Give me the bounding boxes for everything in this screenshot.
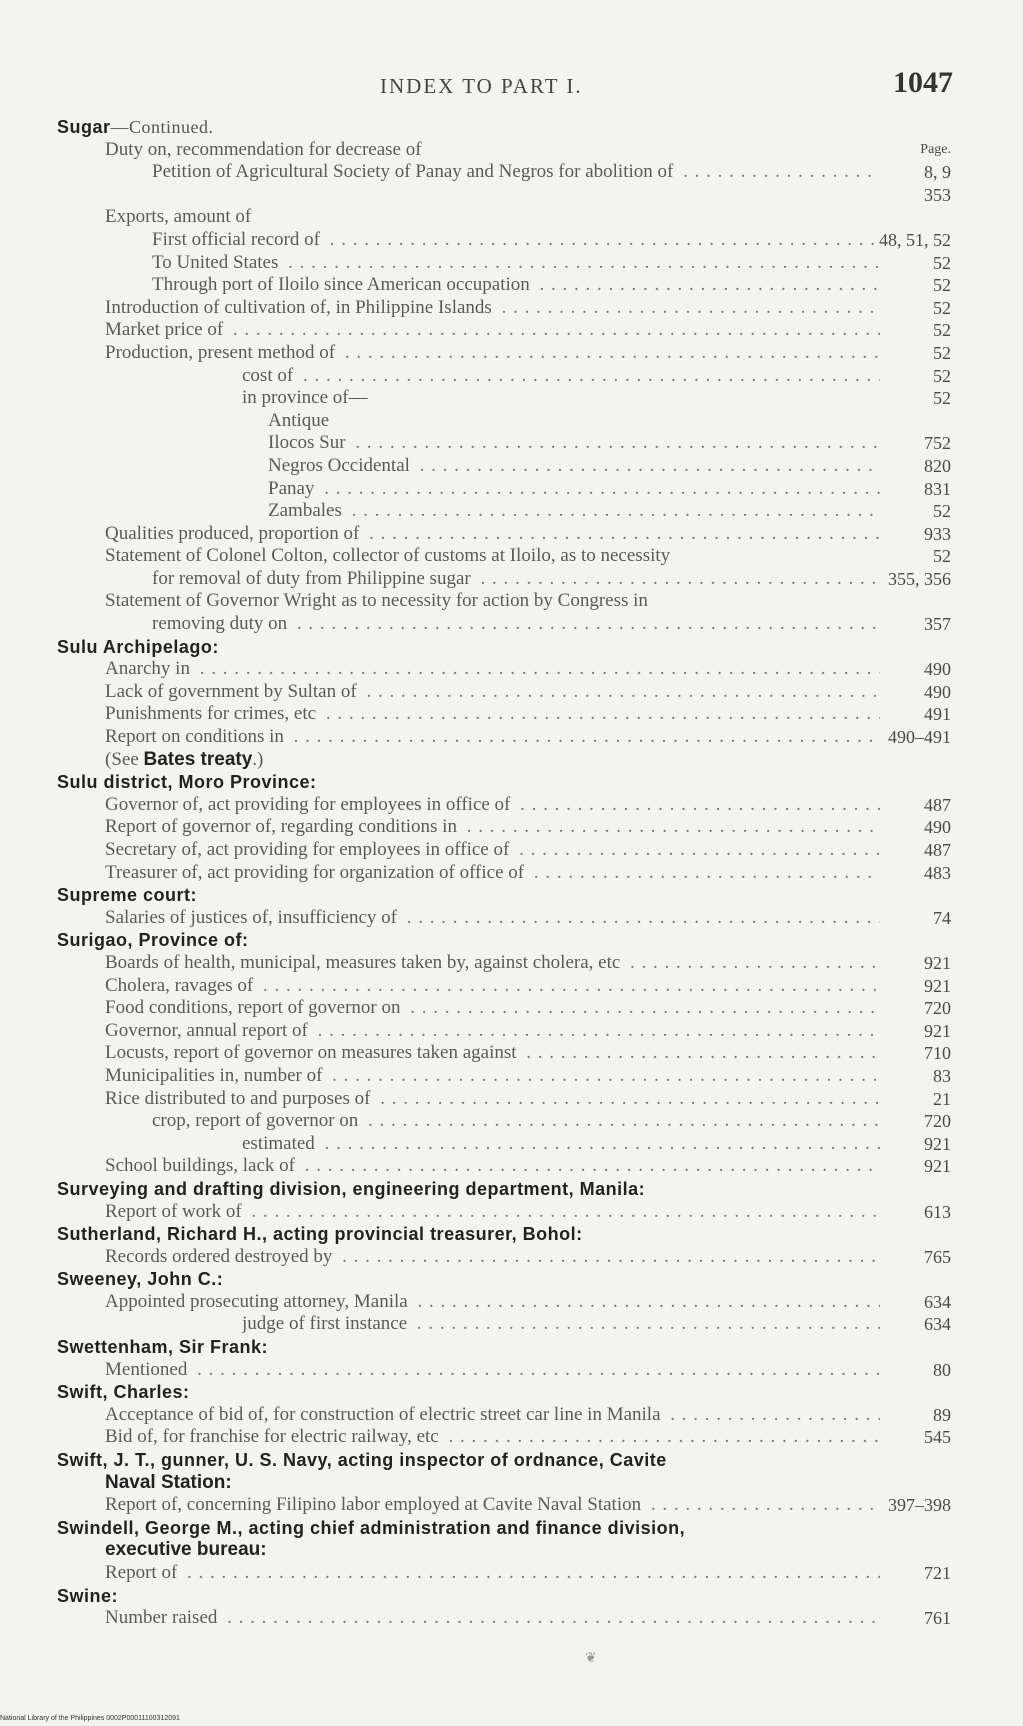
- index-heading: [0, 1585, 1023, 1608]
- index-entry: [0, 297, 1023, 320]
- index-entry: [0, 545, 1023, 568]
- index-entry: [0, 1133, 1023, 1156]
- index-entry: [0, 139, 1023, 162]
- entry-label: Governor, annual report of: [105, 1020, 312, 1041]
- page-reference: 353: [924, 184, 951, 205]
- entry-text: [152, 274, 880, 297]
- entry-text: [268, 478, 880, 501]
- entry-label: Rice distributed to and purposes of: [105, 1088, 374, 1109]
- entry-label: Boards of health, municipal, measures taken by, against cholera, etc: [105, 952, 624, 973]
- entry-label: crop, report of governor on: [152, 1110, 362, 1131]
- page-reference: 80: [933, 1359, 951, 1380]
- index-entry: [0, 206, 1023, 229]
- page-reference: 820: [924, 455, 951, 476]
- entry-label: Through port of Iloilo since American occupation: [152, 274, 534, 295]
- page-reference: 721: [924, 1563, 951, 1583]
- page-reference: 921: [924, 1156, 951, 1177]
- entry-text: [105, 1291, 880, 1314]
- entry-label: Salaries of justices of, insufficiency of: [105, 907, 401, 928]
- entry-label: Bid of, for franchise for electric railway, etc: [105, 1426, 443, 1447]
- index-heading: [0, 1178, 1023, 1201]
- entry-label: Governor of, act providing for employees in office of: [105, 794, 514, 815]
- entry-text: [105, 794, 880, 817]
- entry-text: [152, 568, 880, 591]
- entry-label: Panay: [268, 478, 318, 499]
- entry-text: [105, 523, 880, 546]
- index-entry: [0, 1155, 1023, 1178]
- running-title: INDEX TO PART I.: [380, 74, 583, 98]
- entry-text: [152, 252, 880, 275]
- index-heading: [0, 884, 1023, 907]
- index-list: [0, 116, 1023, 1630]
- index-entry: [0, 1110, 1023, 1133]
- entry-text: [57, 1585, 880, 1608]
- page-reference: 357: [924, 614, 951, 635]
- index-entry: [0, 1494, 1023, 1517]
- entry-label: removing duty on: [152, 613, 291, 634]
- entry-text: [57, 1517, 880, 1540]
- index-entry: [0, 184, 1023, 207]
- entry-text: [268, 432, 880, 455]
- page-reference: 52: [933, 252, 951, 273]
- entry-text: [57, 1381, 880, 1404]
- entry-label: Sugar—Continued.: [57, 117, 218, 137]
- page-reference: 52: [933, 501, 951, 522]
- entry-text: [105, 1562, 880, 1585]
- entry-label: Ilocos Sur: [268, 432, 350, 453]
- entry-text: [57, 929, 880, 952]
- index-entry: [0, 794, 1023, 817]
- entry-text: [105, 862, 880, 885]
- index-entry: [0, 1042, 1023, 1065]
- page-reference: 761: [924, 1608, 951, 1629]
- page-reference: 545: [924, 1427, 951, 1448]
- index-entry: [0, 342, 1023, 365]
- entry-label: [152, 184, 156, 205]
- entry-label: Lack of government by Sultan of: [105, 681, 361, 702]
- entry-text: [57, 884, 880, 907]
- index-entry: [0, 816, 1023, 839]
- entry-text: [105, 726, 880, 749]
- entry-text: [105, 297, 880, 320]
- entry-text: [105, 1155, 880, 1178]
- entry-text: [105, 1472, 880, 1495]
- entry-label: Qualities produced, proportion of: [105, 523, 363, 544]
- entry-text: [57, 636, 880, 659]
- index-entry: [0, 726, 1023, 749]
- page-reference: 634: [924, 1291, 951, 1312]
- index-entry: [0, 252, 1023, 275]
- entry-label: executive bureau:: [105, 1539, 271, 1560]
- page-reference: 921: [924, 975, 951, 996]
- entry-text: [105, 1088, 880, 1111]
- page-reference: 21: [933, 1088, 951, 1109]
- entry-text: [268, 410, 880, 433]
- index-heading: [0, 929, 1023, 952]
- index-entry: [0, 997, 1023, 1020]
- entry-label: Introduction of cultivation of, in Philippine Islands: [105, 297, 496, 318]
- entry-text: [105, 545, 880, 568]
- entry-text: [105, 816, 880, 839]
- entry-text: [105, 1494, 880, 1517]
- entry-text: [105, 997, 880, 1020]
- entry-text: [242, 1313, 880, 1336]
- entry-text: [152, 1110, 880, 1133]
- index-entry: [0, 500, 1023, 523]
- index-heading: [0, 116, 1023, 139]
- entry-text: [105, 1607, 880, 1630]
- index-heading: [0, 1381, 1023, 1404]
- entry-label: Naval Station:: [105, 1472, 236, 1493]
- entry-text: [268, 455, 880, 478]
- entry-label: Secretary of, act providing for employees in office of: [105, 839, 513, 860]
- entry-text: [105, 206, 880, 229]
- entry-text: [152, 161, 880, 184]
- entry-label: Punishments for crimes, etc: [105, 703, 320, 724]
- entry-text: [105, 1201, 880, 1224]
- entry-label: Anarchy in: [105, 658, 194, 679]
- entry-label: Report of, concerning Filipino labor employed at Cavite Naval Station: [105, 1494, 645, 1515]
- entry-label: judge of first instance: [242, 1313, 411, 1334]
- index-entry: [0, 907, 1023, 930]
- index-entry: [0, 387, 1023, 410]
- entry-text: [268, 500, 880, 523]
- entry-label: cost of: [242, 365, 297, 386]
- entry-label: Swine:: [57, 1586, 122, 1606]
- index-entry: [0, 1291, 1023, 1314]
- index-entry: [0, 1426, 1023, 1449]
- page-reference: 921: [924, 1020, 951, 1041]
- entry-text: [152, 229, 880, 252]
- page-reference: 74: [933, 907, 951, 928]
- page-reference: 487: [924, 840, 951, 860]
- index-entry: [0, 432, 1023, 455]
- page-reference: 765: [924, 1246, 951, 1267]
- page-reference: 921: [924, 952, 951, 973]
- entry-text: [105, 1539, 880, 1562]
- index-entry: [0, 862, 1023, 885]
- entry-label: Sutherland, Richard H., acting provincial treasurer, Bohol:: [57, 1224, 587, 1244]
- page-reference: 48, 51, 52: [879, 229, 951, 250]
- index-entry: [0, 1539, 1023, 1562]
- index-entry: [0, 1065, 1023, 1088]
- page-reference: 487: [924, 794, 951, 815]
- page-number: 1047: [893, 66, 953, 99]
- index-entry: [0, 839, 1023, 862]
- page-reference: 52: [933, 320, 951, 341]
- index-entry: [0, 1088, 1023, 1111]
- entry-text: [105, 975, 880, 998]
- signature-mark: ❦: [585, 1651, 597, 1666]
- entry-text: [105, 590, 880, 613]
- page-reference: 52: [933, 275, 951, 296]
- index-heading: [0, 771, 1023, 794]
- index-entry: [0, 613, 1023, 636]
- page-reference: 710: [924, 1043, 951, 1064]
- index-heading: [0, 1268, 1023, 1291]
- page-reference: 52: [933, 342, 951, 363]
- entry-label: Statement of Colonel Colton, collector of customs at Iloilo, as to necessity: [105, 545, 674, 566]
- entry-label: To United States: [152, 252, 282, 273]
- page-reference: 634: [924, 1314, 951, 1335]
- entry-text: [57, 771, 880, 794]
- entry-label: Production, present method of: [105, 342, 339, 363]
- entry-label: Swift, Charles:: [57, 1382, 194, 1402]
- entry-label: Report on conditions in: [105, 726, 288, 747]
- page-reference: 720: [924, 1111, 951, 1132]
- entry-label: Exports, amount of: [105, 206, 255, 227]
- scan-footer: National Library of the Philippines 0002P00011100312091: [0, 1715, 180, 1722]
- index-entry: [0, 1201, 1023, 1224]
- index-entry: [0, 1020, 1023, 1043]
- index-entry: [0, 229, 1023, 252]
- index-entry: [0, 1472, 1023, 1495]
- index-heading: [0, 1223, 1023, 1246]
- page-reference: 831: [924, 478, 951, 499]
- page-reference: 8, 9: [924, 162, 951, 183]
- page-reference: 355, 356: [888, 568, 951, 589]
- entry-label: Petition of Agricultural Society of Panay and Negros for abolition of: [152, 161, 677, 182]
- index-entry: [0, 1246, 1023, 1269]
- index-entry: [0, 161, 1023, 184]
- entry-label: Report of work of: [105, 1201, 246, 1222]
- page-reference: 491: [924, 704, 951, 725]
- entry-text: [57, 1178, 880, 1201]
- entry-text: [105, 319, 880, 342]
- entry-text: [105, 681, 880, 704]
- entry-text: [105, 1042, 880, 1065]
- index-entry: [0, 1359, 1023, 1382]
- entry-text: [242, 387, 880, 410]
- page-reference: 490: [924, 659, 951, 680]
- index-entry: [0, 1562, 1023, 1585]
- page-reference: 89: [933, 1404, 951, 1425]
- entry-label: Acceptance of bid of, for construction of electric street car line in Manila: [105, 1404, 665, 1425]
- index-heading: [0, 1336, 1023, 1359]
- entry-text: [57, 1223, 880, 1246]
- entry-text: [105, 839, 880, 862]
- page-reference: 752: [924, 433, 951, 454]
- entry-label: Swettenham, Sir Frank:: [57, 1337, 272, 1357]
- page-reference: 52: [933, 546, 951, 567]
- entry-text: [105, 749, 880, 772]
- page-reference: 490–491: [888, 727, 951, 748]
- entry-label: Report of governor of, regarding conditions in: [105, 816, 461, 837]
- entry-text: [152, 613, 880, 636]
- index-entry: [0, 410, 1023, 433]
- entry-label: Mentioned: [105, 1359, 191, 1380]
- index-entry: [0, 478, 1023, 501]
- index-heading: [0, 1449, 1023, 1472]
- page-reference: 921: [924, 1133, 951, 1154]
- entry-label: School buildings, lack of: [105, 1155, 299, 1176]
- entry-text: [105, 1426, 880, 1449]
- entry-text: [152, 184, 880, 207]
- page-reference: 52: [933, 365, 951, 386]
- entry-text: [105, 1359, 880, 1382]
- index-entry: [0, 365, 1023, 388]
- index-entry: [0, 658, 1023, 681]
- entry-label: for removal of duty from Philippine sugar: [152, 568, 475, 589]
- entry-text: [105, 907, 880, 930]
- entry-text: [105, 1246, 880, 1269]
- entry-label: Appointed prosecuting attorney, Manila: [105, 1291, 412, 1312]
- entry-label: Surveying and drafting division, engineering department, Manila:: [57, 1179, 649, 1199]
- entry-label: Supreme court:: [57, 885, 201, 905]
- entry-label: Swindell, George M., acting chief administration and finance division,: [57, 1518, 689, 1538]
- page-reference: 83: [933, 1065, 951, 1086]
- page-reference: Page.: [920, 141, 951, 157]
- entry-label: Sweeney, John C.:: [57, 1269, 227, 1289]
- entry-text: [105, 658, 880, 681]
- page-reference: 52: [933, 297, 951, 318]
- entry-text: [57, 1449, 880, 1472]
- entry-label: Records ordered destroyed by: [105, 1246, 336, 1267]
- entry-label: Number raised: [105, 1607, 221, 1628]
- entry-label: Report of: [105, 1562, 181, 1583]
- index-entry: [0, 1607, 1023, 1630]
- entry-text: [105, 1065, 880, 1088]
- page-reference: 720: [924, 998, 951, 1019]
- entry-label: estimated: [242, 1133, 319, 1154]
- page-reference: 483: [924, 862, 951, 883]
- entry-text: [105, 1020, 880, 1043]
- entry-text: [242, 365, 880, 388]
- page-reference: 490: [924, 817, 951, 838]
- index-entry: [0, 568, 1023, 591]
- page-reference: 397–398: [888, 1495, 951, 1516]
- page-reference: 490: [924, 681, 951, 702]
- index-entry: [0, 274, 1023, 297]
- entry-label: Surigao, Province of:: [57, 930, 253, 950]
- entry-label: Statement of Governor Wright as to necessity for action by Congress in: [105, 590, 652, 611]
- index-entry: [0, 975, 1023, 998]
- entry-label: Locusts, report of governor on measures taken against: [105, 1042, 521, 1063]
- index-entry: [0, 455, 1023, 478]
- page-header: [0, 66, 1023, 106]
- entry-label: Sulu district, Moro Province:: [57, 772, 321, 792]
- entry-text: [105, 1404, 880, 1427]
- entry-label: Market price of: [105, 319, 227, 340]
- index-entry: [0, 703, 1023, 726]
- index-entry: [0, 590, 1023, 613]
- index-entry: [0, 1313, 1023, 1336]
- entry-label: Antique: [268, 410, 333, 431]
- entry-text: [242, 1133, 880, 1156]
- entry-label: Zambales: [268, 500, 346, 521]
- entry-text: [105, 703, 880, 726]
- entry-text: [105, 139, 880, 162]
- index-heading: [0, 636, 1023, 659]
- entry-label: Food conditions, report of governor on: [105, 997, 405, 1018]
- index-entry: [0, 319, 1023, 342]
- entry-label: Municipalities in, number of: [105, 1065, 326, 1086]
- index-entry: [0, 681, 1023, 704]
- index-heading: [0, 1517, 1023, 1540]
- entry-label: Treasurer of, act providing for organization of office of: [105, 862, 528, 883]
- entry-text: [57, 1336, 880, 1359]
- page-reference: 613: [924, 1201, 951, 1222]
- index-entry: [0, 523, 1023, 546]
- entry-label: Sulu Archipelago:: [57, 637, 223, 657]
- page-reference: 933: [924, 523, 951, 544]
- entry-text: [57, 1268, 880, 1291]
- index-entry: [0, 749, 1023, 772]
- entry-label: (See Bates treaty.): [105, 749, 267, 770]
- entry-label: First official record of: [152, 229, 324, 250]
- entry-label: Duty on, recommendation for decrease of: [105, 139, 426, 160]
- index-entry: [0, 1404, 1023, 1427]
- entry-label: in province of—: [242, 387, 372, 408]
- entry-label: Negros Occidental: [268, 455, 414, 476]
- entry-label: Swift, J. T., gunner, U. S. Navy, acting inspector of ordnance, Cavite: [57, 1450, 671, 1470]
- entry-text: [105, 342, 880, 365]
- index-entry: [0, 952, 1023, 975]
- entry-text: [105, 952, 880, 975]
- page-reference: 52: [933, 388, 951, 409]
- entry-label: Cholera, ravages of: [105, 975, 257, 996]
- entry-text: [57, 116, 880, 139]
